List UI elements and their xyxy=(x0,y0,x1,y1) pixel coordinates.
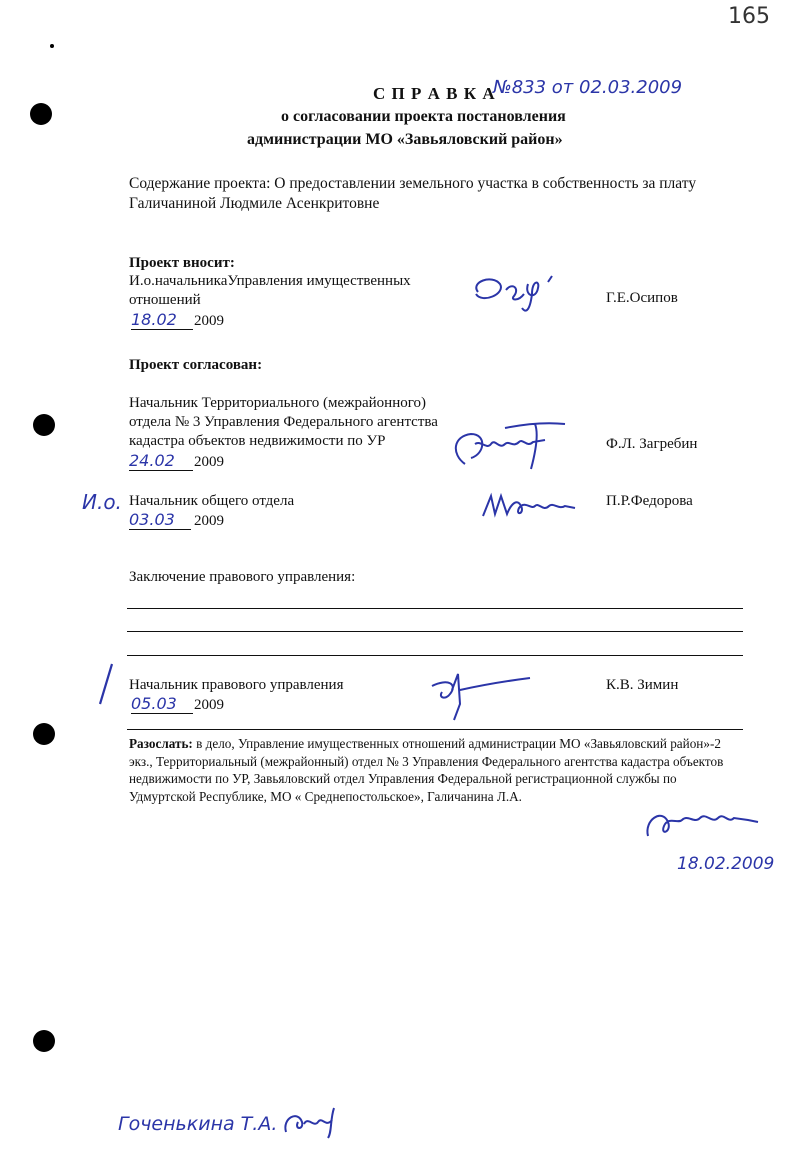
submitter-year: 2009 xyxy=(194,313,224,329)
scan-dot xyxy=(50,44,54,48)
document-title: С П Р А В К А xyxy=(373,84,496,103)
distribution-block xyxy=(129,735,749,805)
conclusion-line-2 xyxy=(127,631,743,632)
bottom-handwritten-note: Гоченькина Т.А. xyxy=(118,1113,278,1135)
document-subtitle-1: о согласовании проекта постановления xyxy=(281,108,566,125)
legal-head-name: К.В. Зимин xyxy=(606,677,679,693)
distribution-separator xyxy=(127,729,743,730)
punch-hole-4 xyxy=(33,1030,55,1052)
distribution-line-1: в дело, Управление имущественных отношений администрации МО «Завьяловский район»-2 xyxy=(192,736,721,751)
signature-side xyxy=(638,800,778,850)
document-subtitle-2: администрации МО «Завьяловский район» xyxy=(247,131,563,148)
submitter-position-1: И.о.начальникаУправления имущественных xyxy=(129,273,411,289)
approver1-line-2: отдела № 3 Управления Федерального агентства xyxy=(129,414,438,430)
approver2-name: П.Р.Федорова xyxy=(606,493,693,509)
submitter-name: Г.Е.Осипов xyxy=(606,290,678,306)
legal-head-position: Начальник правового управления xyxy=(129,677,344,693)
signature-zagrebin xyxy=(435,414,575,484)
distribution-line-3: недвижимости по УР, Завьяловский отдел Управления Федеральной регистрационной службы по xyxy=(129,771,677,786)
approver2-year: 2009 xyxy=(194,513,224,529)
punch-hole-2 xyxy=(33,414,55,436)
approver1-name: Ф.Л. Загребин xyxy=(606,436,698,452)
page-number: 165 xyxy=(728,4,770,29)
submitter-date-handwritten: 18.02 xyxy=(131,310,193,330)
signature-osipov xyxy=(466,270,576,320)
distribution-row-1 xyxy=(129,735,749,753)
approval-heading: Проект согласован: xyxy=(129,357,263,373)
content-line-2: Галичаниной Людмиле Асенкритовне xyxy=(129,195,380,212)
signature-bottom xyxy=(278,1104,358,1140)
approver1-date-handwritten: 24.02 xyxy=(129,451,193,471)
punch-hole-1 xyxy=(30,103,52,125)
conclusion-line-1 xyxy=(127,608,743,609)
approver1-line-1: Начальник Территориального (межрайонного) xyxy=(129,395,426,411)
submitter-position-2: отношений xyxy=(129,292,201,308)
side-date-handwritten: 18.02.2009 xyxy=(677,854,775,874)
approver1-year: 2009 xyxy=(194,454,224,470)
legal-conclusion-label: Заключение правового управления: xyxy=(129,569,356,585)
distribution-line-2: экз., Территориальный (межрайонный) отдел № 3 Управления Федерального агентства кадастра объектов xyxy=(129,753,724,769)
legal-date-handwritten: 05.03 xyxy=(131,694,193,714)
document-number-handwritten: №833 от 02.03.2009 xyxy=(493,77,683,98)
distribution-label: Разослать: xyxy=(129,736,193,751)
checkmark-slash xyxy=(96,660,116,710)
signature-fedorova xyxy=(475,486,585,526)
approver2-prefix-handwritten: И.о. xyxy=(82,490,122,514)
punch-hole-3 xyxy=(33,723,55,745)
signature-zimin xyxy=(418,664,538,724)
conclusion-line-3 xyxy=(127,655,743,656)
approver2-position: Начальник общего отдела xyxy=(129,493,295,509)
distribution-line-4: Удмуртской Республике, МО « Среднепостольское», Галичанина Л.А. xyxy=(129,788,522,804)
approver1-line-3: кадастра объектов недвижимости по УР xyxy=(129,433,386,449)
submitter-heading: Проект вносит: xyxy=(129,255,235,271)
content-line-1: Содержание проекта: О предоставлении земельного участка в собственность за плату xyxy=(129,175,697,192)
legal-year: 2009 xyxy=(194,697,224,713)
approver2-date-handwritten: 03.03 xyxy=(129,510,191,530)
